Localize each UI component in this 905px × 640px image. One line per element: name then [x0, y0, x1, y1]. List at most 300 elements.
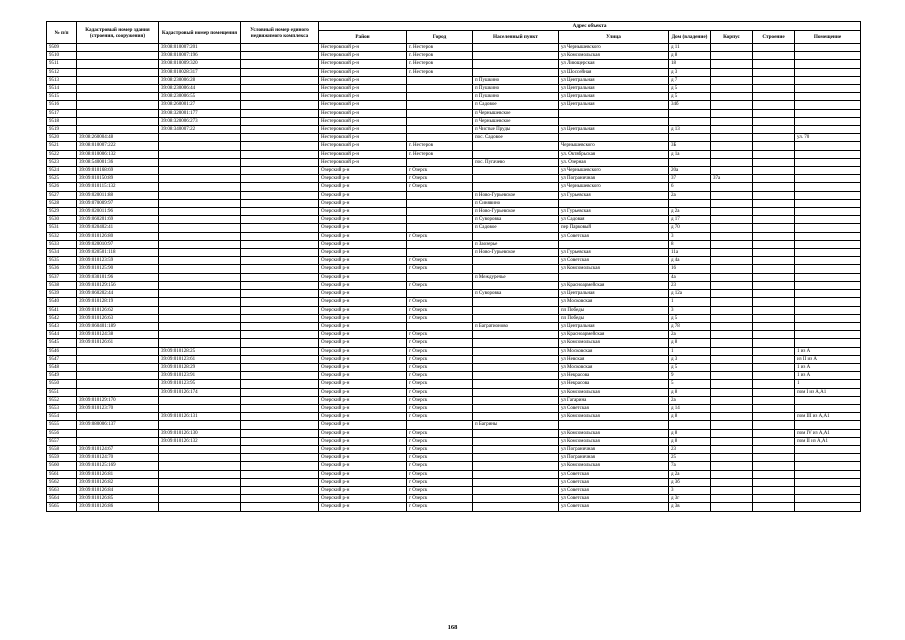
cell-locality: п Ново-Гурьевское	[473, 208, 559, 216]
cell-cad-building: 39:09:010129:156	[77, 281, 159, 289]
cell-cad-room	[159, 175, 241, 183]
cell-num: 9524	[47, 167, 77, 175]
cell-house: д 3	[669, 355, 711, 363]
cell-house: д 11	[669, 44, 711, 52]
cell-cond-number	[241, 462, 319, 470]
cell-cad-building: 39:09:070009:97	[77, 199, 159, 207]
cell-cad-room	[159, 503, 241, 511]
table-row	[47, 224, 861, 232]
cell-stroenie	[753, 257, 795, 265]
cell-room	[795, 462, 861, 470]
cell-cond-number	[241, 44, 319, 52]
cell-locality: п Чистые Пруды	[473, 126, 559, 134]
cell-city: г Озерск	[407, 486, 473, 494]
cell-city: г. Нестеров	[407, 60, 473, 68]
header-address-group: Адрес объекта	[319, 22, 861, 31]
cell-stroenie	[753, 142, 795, 150]
cell-cond-number	[241, 388, 319, 396]
cell-city	[407, 208, 473, 216]
cell-locality: п Чернышевское	[473, 109, 559, 117]
cell-cond-number	[241, 85, 319, 93]
cell-stroenie	[753, 52, 795, 60]
cell-stroenie	[753, 265, 795, 273]
cell-locality	[473, 355, 559, 363]
cell-city	[407, 240, 473, 248]
cell-cad-room	[159, 470, 241, 478]
cell-district: Озерский р-н	[319, 454, 407, 462]
cell-cond-number	[241, 208, 319, 216]
cell-room	[795, 306, 861, 314]
cell-street: ул Комсомольская	[559, 462, 669, 470]
cell-korpus	[711, 191, 753, 199]
table-row	[47, 478, 861, 486]
cell-stroenie	[753, 240, 795, 248]
cell-cond-number	[241, 68, 319, 76]
cell-locality	[473, 413, 559, 421]
cell-city: г Озерск	[407, 232, 473, 240]
cell-room: 1 из А	[795, 347, 861, 355]
cell-room	[795, 298, 861, 306]
cell-district: Озерский р-н	[319, 232, 407, 240]
cell-house: д 7	[669, 76, 711, 84]
cell-cad-building: 39:08:540001:36	[77, 158, 159, 166]
cell-num: 9551	[47, 388, 77, 396]
cell-city: г Озерск	[407, 413, 473, 421]
cell-house	[669, 199, 711, 207]
cell-korpus	[711, 478, 753, 486]
cell-korpus	[711, 60, 753, 68]
cell-cad-room: 39:08:340007:22	[159, 126, 241, 134]
cell-cad-room	[159, 249, 241, 257]
cell-korpus	[711, 396, 753, 404]
header-district: Район	[319, 31, 407, 44]
cell-city	[407, 216, 473, 224]
cell-street: пер Парковый	[559, 224, 669, 232]
table-row	[47, 298, 861, 306]
cell-house: 3	[669, 232, 711, 240]
cell-house: д 14	[669, 404, 711, 412]
cell-house: д 8	[669, 413, 711, 421]
header-cad-building: Кадастровый номер здания (строения, сооружения)	[77, 22, 159, 44]
cell-stroenie	[753, 462, 795, 470]
cell-stroenie	[753, 281, 795, 289]
cell-district: Нестеровский р-н	[319, 134, 407, 142]
cell-stroenie	[753, 306, 795, 314]
header-num: № п/п	[47, 22, 77, 44]
cell-stroenie	[753, 363, 795, 371]
cell-street: ул Некрасова	[559, 380, 669, 388]
cell-cad-room	[159, 183, 241, 191]
cell-room	[795, 216, 861, 224]
cell-cad-building: 39:09:010123:70	[77, 404, 159, 412]
cell-num: 9550	[47, 380, 77, 388]
cell-city: г Озерск	[407, 495, 473, 503]
cell-cad-room	[159, 396, 241, 404]
cell-district: Озерский р-н	[319, 470, 407, 478]
cell-street: пл Победы	[559, 314, 669, 322]
cell-street: ул Советская	[559, 257, 669, 265]
cell-korpus	[711, 44, 753, 52]
cell-cond-number	[241, 339, 319, 347]
cell-district: Озерский р-н	[319, 355, 407, 363]
cell-room	[795, 404, 861, 412]
cell-locality	[473, 298, 559, 306]
cell-korpus	[711, 306, 753, 314]
cell-stroenie	[753, 413, 795, 421]
header-street: Улица	[559, 31, 669, 44]
cell-street: ул Пограничная	[559, 445, 669, 453]
cell-korpus	[711, 85, 753, 93]
cell-stroenie	[753, 216, 795, 224]
cell-cad-building: 39:09:010168:69	[77, 167, 159, 175]
table-row	[47, 191, 861, 199]
cell-num: 9529	[47, 208, 77, 216]
cell-district: Озерский р-н	[319, 249, 407, 257]
cell-room	[795, 503, 861, 511]
cell-locality	[473, 503, 559, 511]
registry-sheet	[46, 21, 860, 512]
cell-cad-room	[159, 216, 241, 224]
cell-cond-number	[241, 117, 319, 125]
cell-district: Озерский р-н	[319, 421, 407, 429]
cell-korpus	[711, 421, 753, 429]
cell-cad-building: 39:09:010150:89	[77, 175, 159, 183]
cell-house: д 8	[669, 388, 711, 396]
cell-cad-building	[77, 76, 159, 84]
cell-korpus	[711, 249, 753, 257]
cell-city: г Озерск	[407, 363, 473, 371]
cell-stroenie	[753, 126, 795, 134]
cell-cad-building: 39:09:010129:170	[77, 396, 159, 404]
cell-street: ул Гурьевская	[559, 191, 669, 199]
cell-cond-number	[241, 355, 319, 363]
table-row	[47, 85, 861, 93]
cell-cad-room	[159, 224, 241, 232]
cell-num: 9533	[47, 240, 77, 248]
cell-korpus	[711, 216, 753, 224]
cell-street: ул Центральная	[559, 93, 669, 101]
cell-stroenie	[753, 347, 795, 355]
cell-district: Нестеровский р-н	[319, 117, 407, 125]
cell-num: 9523	[47, 158, 77, 166]
cell-korpus	[711, 240, 753, 248]
cell-room	[795, 167, 861, 175]
cell-cond-number	[241, 495, 319, 503]
cell-cond-number	[241, 437, 319, 445]
table-row	[47, 134, 861, 142]
table-row	[47, 437, 861, 445]
header-room: Помещение	[795, 31, 861, 44]
table-row	[47, 52, 861, 60]
cell-locality: п Ново-Гурьевское	[473, 191, 559, 199]
cell-street: ул Комсомольская	[559, 429, 669, 437]
table-row	[47, 454, 861, 462]
cell-locality: п Междуречье	[473, 273, 559, 281]
cell-district: Нестеровский р-н	[319, 44, 407, 52]
cell-cad-building: 39:09:010128:19	[77, 298, 159, 306]
cell-house: д 4а	[669, 257, 711, 265]
cell-city: г Озерск	[407, 454, 473, 462]
cell-korpus	[711, 429, 753, 437]
cell-stroenie	[753, 134, 795, 142]
cell-num: 9516	[47, 101, 77, 109]
cell-stroenie	[753, 117, 795, 125]
cell-cad-room: 39:08:230006:28	[159, 76, 241, 84]
cell-locality: п Заозерье	[473, 240, 559, 248]
cell-city	[407, 126, 473, 134]
cell-cond-number	[241, 470, 319, 478]
table-row	[47, 183, 861, 191]
table-row	[47, 240, 861, 248]
cell-cad-room	[159, 445, 241, 453]
cell-stroenie	[753, 167, 795, 175]
cell-street: ул Шоссейная	[559, 68, 669, 76]
cell-stroenie	[753, 478, 795, 486]
cell-locality	[473, 175, 559, 183]
cell-cad-room	[159, 314, 241, 322]
cell-locality	[473, 265, 559, 273]
cell-num: 9559	[47, 454, 77, 462]
cell-city: г Озерск	[407, 167, 473, 175]
cell-house: 7а	[669, 462, 711, 470]
cell-house: 3	[669, 486, 711, 494]
cell-cad-room	[159, 232, 241, 240]
cell-locality	[473, 257, 559, 265]
cell-cond-number	[241, 503, 319, 511]
cell-room	[795, 224, 861, 232]
cell-room	[795, 85, 861, 93]
cell-locality	[473, 470, 559, 478]
table-row	[47, 347, 861, 355]
cell-room	[795, 208, 861, 216]
cell-cond-number	[241, 224, 319, 232]
table-row	[47, 486, 861, 494]
cell-korpus	[711, 363, 753, 371]
cell-cad-building: 39:09:060401:189	[77, 322, 159, 330]
cell-district: Озерский р-н	[319, 388, 407, 396]
cell-cad-building	[77, 429, 159, 437]
cell-korpus	[711, 454, 753, 462]
cell-korpus	[711, 503, 753, 511]
cell-stroenie	[753, 355, 795, 363]
cell-street: ул. Октябрьская	[559, 150, 669, 158]
cell-cad-building	[77, 68, 159, 76]
cell-street: ул Садовая	[559, 216, 669, 224]
cell-street: ул Советская	[559, 486, 669, 494]
cell-cad-room	[159, 199, 241, 207]
cell-korpus	[711, 93, 753, 101]
table-row	[47, 249, 861, 257]
table-row	[47, 322, 861, 330]
cell-street	[559, 199, 669, 207]
cell-cond-number	[241, 478, 319, 486]
cell-cad-room	[159, 240, 241, 248]
cell-city: г Озерск	[407, 478, 473, 486]
cell-stroenie	[753, 191, 795, 199]
cell-house: д 12а	[669, 290, 711, 298]
cell-house: 4а	[669, 273, 711, 281]
cell-korpus	[711, 486, 753, 494]
cell-locality: п Суворовка	[473, 216, 559, 224]
cell-num: 9535	[47, 257, 77, 265]
cell-stroenie	[753, 249, 795, 257]
cell-korpus	[711, 150, 753, 158]
cell-cond-number	[241, 167, 319, 175]
cell-district: Нестеровский р-н	[319, 85, 407, 93]
cell-street: ул Центральная	[559, 126, 669, 134]
cell-district: Озерский р-н	[319, 462, 407, 470]
cell-cad-building	[77, 44, 159, 52]
cell-locality: пос. Пугачево	[473, 158, 559, 166]
cell-city	[407, 101, 473, 109]
cell-cad-room	[159, 290, 241, 298]
cell-num: 9562	[47, 478, 77, 486]
cell-stroenie	[753, 290, 795, 298]
cell-num: 9540	[47, 298, 77, 306]
cell-city	[407, 322, 473, 330]
cell-stroenie	[753, 224, 795, 232]
cell-cad-building: 39:09:010126:86	[77, 503, 159, 511]
cell-room	[795, 93, 861, 101]
cell-house: д 2а	[669, 208, 711, 216]
cell-room	[795, 281, 861, 289]
cell-room: пом II из А,А1	[795, 437, 861, 445]
cell-house: д 3в	[669, 503, 711, 511]
cell-room	[795, 60, 861, 68]
cell-street: ул Комсомольская	[559, 265, 669, 273]
table-row	[47, 445, 861, 453]
cell-room	[795, 76, 861, 84]
table-row	[47, 60, 861, 68]
cell-house: 11а	[669, 249, 711, 257]
cell-city: г. Нестеров	[407, 68, 473, 76]
cell-num: 9509	[47, 44, 77, 52]
cell-korpus	[711, 339, 753, 347]
cell-street: ул Центральная	[559, 76, 669, 84]
cell-locality	[473, 388, 559, 396]
cell-cond-number	[241, 93, 319, 101]
cell-house: 37	[669, 175, 711, 183]
cell-district: Озерский р-н	[319, 298, 407, 306]
cell-room	[795, 68, 861, 76]
cell-cond-number	[241, 486, 319, 494]
cell-cad-room	[159, 265, 241, 273]
cell-cad-room: 39:09:010123:61	[159, 355, 241, 363]
cell-district: Озерский р-н	[319, 429, 407, 437]
cell-district: Озерский р-н	[319, 175, 407, 183]
cell-locality: п Садовое	[473, 224, 559, 232]
cell-street: ул Центральная	[559, 322, 669, 330]
cell-num: 9530	[47, 216, 77, 224]
cell-house	[669, 134, 711, 142]
cell-cond-number	[241, 445, 319, 453]
cell-cond-number	[241, 175, 319, 183]
cell-locality	[473, 331, 559, 339]
table-row	[47, 142, 861, 150]
cell-locality	[473, 445, 559, 453]
cell-cond-number	[241, 331, 319, 339]
cell-cond-number	[241, 101, 319, 109]
cell-locality: п Багратионово	[473, 322, 559, 330]
cell-city: г Озерск	[407, 445, 473, 453]
cell-korpus	[711, 158, 753, 166]
cell-locality	[473, 60, 559, 68]
table-row	[47, 175, 861, 183]
cell-cad-building: 39:09:010126:82	[77, 478, 159, 486]
cell-room	[795, 101, 861, 109]
cell-num: 9532	[47, 232, 77, 240]
cell-street	[559, 421, 669, 429]
table-row	[47, 372, 861, 380]
cell-num: 9555	[47, 421, 77, 429]
cell-house: д 5	[669, 314, 711, 322]
cell-locality	[473, 167, 559, 175]
table-row	[47, 355, 861, 363]
cell-cad-room	[159, 158, 241, 166]
cell-cad-building: 39:09:020402:41	[77, 224, 159, 232]
cell-district: Озерский р-н	[319, 273, 407, 281]
cell-cad-room: 39:08:320006:273	[159, 117, 241, 125]
cell-cad-building: 39:09:010126:61	[77, 339, 159, 347]
cell-locality	[473, 306, 559, 314]
cell-cond-number	[241, 216, 319, 224]
cell-stroenie	[753, 60, 795, 68]
cell-cad-room	[159, 298, 241, 306]
cell-city: г Озерск	[407, 429, 473, 437]
cell-room	[795, 273, 861, 281]
cell-room	[795, 249, 861, 257]
cell-korpus	[711, 167, 753, 175]
cell-cad-room	[159, 478, 241, 486]
cell-cond-number	[241, 454, 319, 462]
cell-street: ул Красноармейская	[559, 331, 669, 339]
cell-house: 34б	[669, 101, 711, 109]
cell-street: ул Советская	[559, 404, 669, 412]
cell-street: ул Центральная	[559, 85, 669, 93]
cell-cad-room: 39:08:010007:201	[159, 44, 241, 52]
cell-locality	[473, 142, 559, 150]
cell-cad-room: 39:09:010126:132	[159, 437, 241, 445]
cell-korpus	[711, 331, 753, 339]
cell-korpus	[711, 134, 753, 142]
table-row	[47, 216, 861, 224]
cell-korpus	[711, 199, 753, 207]
cell-num: 9520	[47, 134, 77, 142]
table-row	[47, 167, 861, 175]
cell-city	[407, 290, 473, 298]
cell-cad-building: 39:09:010115:132	[77, 183, 159, 191]
cell-korpus	[711, 388, 753, 396]
cell-locality: п Ново-Гурьевское	[473, 249, 559, 257]
cell-city: г. Нестеров	[407, 52, 473, 60]
cell-room	[795, 314, 861, 322]
cell-house: 9	[669, 372, 711, 380]
cell-korpus	[711, 372, 753, 380]
cell-street: ул Чернышевского	[559, 183, 669, 191]
cell-street: ул Комсомольская	[559, 388, 669, 396]
cell-korpus	[711, 298, 753, 306]
cell-cad-room	[159, 462, 241, 470]
cell-district: Нестеровский р-н	[319, 142, 407, 150]
cell-cad-room: 39:08:230006:55	[159, 93, 241, 101]
header-cad-room: Кадастровый номер помещения	[159, 22, 241, 44]
cell-district: Нестеровский р-н	[319, 76, 407, 84]
cell-cond-number	[241, 273, 319, 281]
cell-house: 2а	[669, 396, 711, 404]
table-row	[47, 396, 861, 404]
cell-cad-room	[159, 454, 241, 462]
cell-street: ул Советская	[559, 478, 669, 486]
